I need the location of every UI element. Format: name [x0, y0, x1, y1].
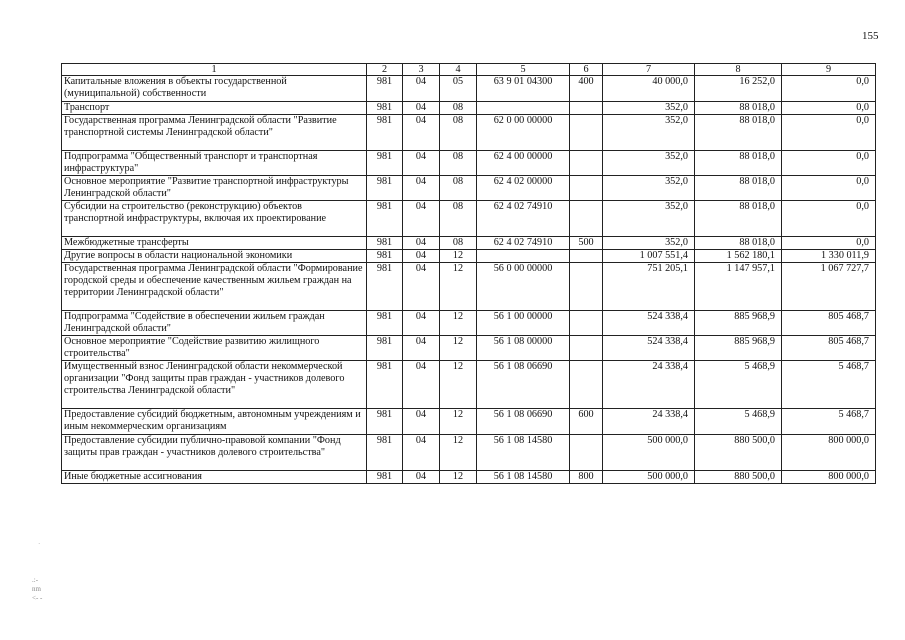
- table-row: [62, 336, 876, 361]
- admin-code-cell: 981: [367, 471, 403, 484]
- table-row: [62, 115, 876, 151]
- row-name-cell: Подпрограмма "Общественный транспорт и транспортная инфраструктура": [62, 151, 367, 176]
- admin-code-cell: 981: [367, 76, 403, 102]
- section-cell: 04: [403, 151, 440, 176]
- amount-col8-cell: 88 018,0: [695, 237, 782, 250]
- target-item-cell: 56 1 08 00000: [477, 336, 570, 361]
- target-item-cell: [477, 102, 570, 115]
- amount-col9-cell: 0,0: [782, 76, 876, 102]
- expense-type-cell: [570, 151, 603, 176]
- amount-col8-cell: 880 500,0: [695, 471, 782, 484]
- expense-type-cell: [570, 311, 603, 336]
- table-body: [62, 64, 876, 484]
- amount-col8-cell: 885 968,9: [695, 336, 782, 361]
- target-item-cell: 56 0 00 00000: [477, 263, 570, 311]
- expense-type-cell: [570, 250, 603, 263]
- amount-col7-cell: 24 338,4: [603, 409, 695, 435]
- table-row: [62, 263, 876, 311]
- amount-col9-cell: 0,0: [782, 201, 876, 237]
- expense-type-cell: [570, 361, 603, 409]
- admin-code-cell: 981: [367, 311, 403, 336]
- expense-type-cell: [570, 176, 603, 201]
- subsection-cell: 05: [440, 76, 477, 102]
- header-cell: 9: [782, 64, 876, 76]
- amount-col8-cell: 88 018,0: [695, 176, 782, 201]
- subsection-cell: 12: [440, 336, 477, 361]
- subsection-cell: 08: [440, 237, 477, 250]
- section-cell: 04: [403, 102, 440, 115]
- section-cell: 04: [403, 471, 440, 484]
- amount-col8-cell: 1 147 957,1: [695, 263, 782, 311]
- amount-col9-cell: 1 067 727,7: [782, 263, 876, 311]
- row-name-cell: Иные бюджетные ассигнования: [62, 471, 367, 484]
- amount-col7-cell: 352,0: [603, 201, 695, 237]
- table-row: [62, 102, 876, 115]
- amount-col7-cell: 352,0: [603, 176, 695, 201]
- scan-marks: .:- nm <- -: [32, 576, 43, 602]
- amount-col7-cell: 500 000,0: [603, 471, 695, 484]
- admin-code-cell: 981: [367, 151, 403, 176]
- admin-code-cell: 981: [367, 361, 403, 409]
- table-row: [62, 151, 876, 176]
- row-name-cell: Имущественный взнос Ленинградской области некоммерческой организации "Фонд защиты прав граждан - участников долевого строительства Ленинградской области": [62, 361, 367, 409]
- target-item-cell: 56 1 08 06690: [477, 409, 570, 435]
- target-item-cell: 62 4 02 74910: [477, 237, 570, 250]
- expense-type-cell: [570, 336, 603, 361]
- row-name-cell: Государственная программа Ленинградской области "Формирование городской среды и обеспечение качественным жильем граждан на территории Ленинградской области": [62, 263, 367, 311]
- admin-code-cell: 981: [367, 435, 403, 471]
- expense-type-cell: 400: [570, 76, 603, 102]
- subsection-cell: 08: [440, 176, 477, 201]
- subsection-cell: 12: [440, 250, 477, 263]
- row-name-cell: Предоставление субсидий бюджетным, автономным учреждениям и иным некоммерческим организациям: [62, 409, 367, 435]
- subsection-cell: 12: [440, 435, 477, 471]
- amount-col8-cell: 5 468,9: [695, 409, 782, 435]
- row-name-cell: Основное мероприятие "Содействие развитию жилищного строительства": [62, 336, 367, 361]
- row-name-cell: Другие вопросы в области национальной экономики: [62, 250, 367, 263]
- admin-code-cell: 981: [367, 250, 403, 263]
- expense-type-cell: [570, 263, 603, 311]
- section-cell: 04: [403, 115, 440, 151]
- section-cell: 04: [403, 263, 440, 311]
- table-row: [62, 409, 876, 435]
- subsection-cell: 12: [440, 361, 477, 409]
- admin-code-cell: 981: [367, 409, 403, 435]
- subsection-cell: 12: [440, 471, 477, 484]
- header-cell: 5: [477, 64, 570, 76]
- amount-col7-cell: 40 000,0: [603, 76, 695, 102]
- amount-col9-cell: 800 000,0: [782, 471, 876, 484]
- target-item-cell: 62 4 02 00000: [477, 176, 570, 201]
- section-cell: 04: [403, 201, 440, 237]
- subsection-cell: 08: [440, 201, 477, 237]
- target-item-cell: 56 1 08 14580: [477, 435, 570, 471]
- row-name-cell: Межбюджетные трансферты: [62, 237, 367, 250]
- table-row: [62, 250, 876, 263]
- amount-col9-cell: 0,0: [782, 102, 876, 115]
- amount-col8-cell: 88 018,0: [695, 201, 782, 237]
- expense-type-cell: [570, 115, 603, 151]
- admin-code-cell: 981: [367, 237, 403, 250]
- expense-type-cell: [570, 102, 603, 115]
- table-row: [62, 237, 876, 250]
- subsection-cell: 12: [440, 311, 477, 336]
- amount-col8-cell: 1 562 180,1: [695, 250, 782, 263]
- row-name-cell: Основное мероприятие "Развитие транспортной инфраструктуры Ленинградской области": [62, 176, 367, 201]
- amount-col7-cell: 751 205,1: [603, 263, 695, 311]
- section-cell: 04: [403, 361, 440, 409]
- admin-code-cell: 981: [367, 263, 403, 311]
- section-cell: 04: [403, 176, 440, 201]
- header-cell: 6: [570, 64, 603, 76]
- admin-code-cell: 981: [367, 102, 403, 115]
- amount-col9-cell: 805 468,7: [782, 336, 876, 361]
- amount-col7-cell: 500 000,0: [603, 435, 695, 471]
- section-cell: 04: [403, 311, 440, 336]
- amount-col8-cell: 88 018,0: [695, 115, 782, 151]
- amount-col7-cell: 352,0: [603, 151, 695, 176]
- amount-col9-cell: 0,0: [782, 176, 876, 201]
- target-item-cell: 56 1 08 06690: [477, 361, 570, 409]
- target-item-cell: [477, 250, 570, 263]
- header-cell: 4: [440, 64, 477, 76]
- amount-col9-cell: 0,0: [782, 151, 876, 176]
- amount-col8-cell: 88 018,0: [695, 151, 782, 176]
- section-cell: 04: [403, 250, 440, 263]
- table-row: [62, 76, 876, 102]
- amount-col8-cell: 885 968,9: [695, 311, 782, 336]
- section-cell: 04: [403, 435, 440, 471]
- amount-col7-cell: 524 338,4: [603, 311, 695, 336]
- section-cell: 04: [403, 409, 440, 435]
- subsection-cell: 08: [440, 115, 477, 151]
- target-item-cell: 63 9 01 04300: [477, 76, 570, 102]
- table-row: [62, 471, 876, 484]
- admin-code-cell: 981: [367, 201, 403, 237]
- admin-code-cell: 981: [367, 176, 403, 201]
- amount-col8-cell: 16 252,0: [695, 76, 782, 102]
- target-item-cell: 56 1 08 14580: [477, 471, 570, 484]
- row-name-cell: Транспорт: [62, 102, 367, 115]
- row-name-cell: Государственная программа Ленинградской области "Развитие транспортной системы Ленинградской области": [62, 115, 367, 151]
- amount-col9-cell: 0,0: [782, 237, 876, 250]
- subsection-cell: 12: [440, 409, 477, 435]
- section-cell: 04: [403, 76, 440, 102]
- expense-type-cell: 500: [570, 237, 603, 250]
- admin-code-cell: 981: [367, 336, 403, 361]
- subsection-cell: 08: [440, 151, 477, 176]
- header-cell: 1: [62, 64, 367, 76]
- expense-type-cell: 600: [570, 409, 603, 435]
- table-row: [62, 176, 876, 201]
- subsection-cell: 12: [440, 263, 477, 311]
- amount-col7-cell: 352,0: [603, 102, 695, 115]
- table-row: [62, 435, 876, 471]
- expense-type-cell: [570, 201, 603, 237]
- amount-col9-cell: 1 330 011,9: [782, 250, 876, 263]
- header-cell: 7: [603, 64, 695, 76]
- subsection-cell: 08: [440, 102, 477, 115]
- amount-col9-cell: 5 468,7: [782, 361, 876, 409]
- expense-type-cell: 800: [570, 471, 603, 484]
- amount-col9-cell: 5 468,7: [782, 409, 876, 435]
- amount-col9-cell: 0,0: [782, 115, 876, 151]
- budget-table: [61, 63, 876, 484]
- amount-col8-cell: 880 500,0: [695, 435, 782, 471]
- amount-col7-cell: 524 338,4: [603, 336, 695, 361]
- row-name-cell: Предоставление субсидии публично-правовой компании "Фонд защиты прав граждан - участников долевого строительства": [62, 435, 367, 471]
- scan-artifact: ·: [38, 540, 41, 548]
- admin-code-cell: 981: [367, 115, 403, 151]
- target-item-cell: 62 4 00 00000: [477, 151, 570, 176]
- section-cell: 04: [403, 237, 440, 250]
- table-row: [62, 361, 876, 409]
- amount-col8-cell: 5 468,9: [695, 361, 782, 409]
- amount-col9-cell: 805 468,7: [782, 311, 876, 336]
- amount-col7-cell: 24 338,4: [603, 361, 695, 409]
- amount-col7-cell: 1 007 551,4: [603, 250, 695, 263]
- row-name-cell: Субсидии на строительство (реконструкцию) объектов транспортной инфраструктуры, включая их проектирование: [62, 201, 367, 237]
- amount-col9-cell: 800 000,0: [782, 435, 876, 471]
- row-name-cell: Капитальные вложения в объекты государственной (муниципальной) собственности: [62, 76, 367, 102]
- table-row: [62, 201, 876, 237]
- amount-col8-cell: 88 018,0: [695, 102, 782, 115]
- section-cell: 04: [403, 336, 440, 361]
- page-number: 155: [862, 30, 879, 42]
- header-cell: 3: [403, 64, 440, 76]
- header-row: [62, 64, 876, 76]
- amount-col7-cell: 352,0: [603, 115, 695, 151]
- amount-col7-cell: 352,0: [603, 237, 695, 250]
- table-row: [62, 311, 876, 336]
- target-item-cell: 62 0 00 00000: [477, 115, 570, 151]
- target-item-cell: 62 4 02 74910: [477, 201, 570, 237]
- row-name-cell: Подпрограмма "Содействие в обеспечении жильем граждан Ленинградской области": [62, 311, 367, 336]
- target-item-cell: 56 1 00 00000: [477, 311, 570, 336]
- header-cell: 2: [367, 64, 403, 76]
- header-cell: 8: [695, 64, 782, 76]
- expense-type-cell: [570, 435, 603, 471]
